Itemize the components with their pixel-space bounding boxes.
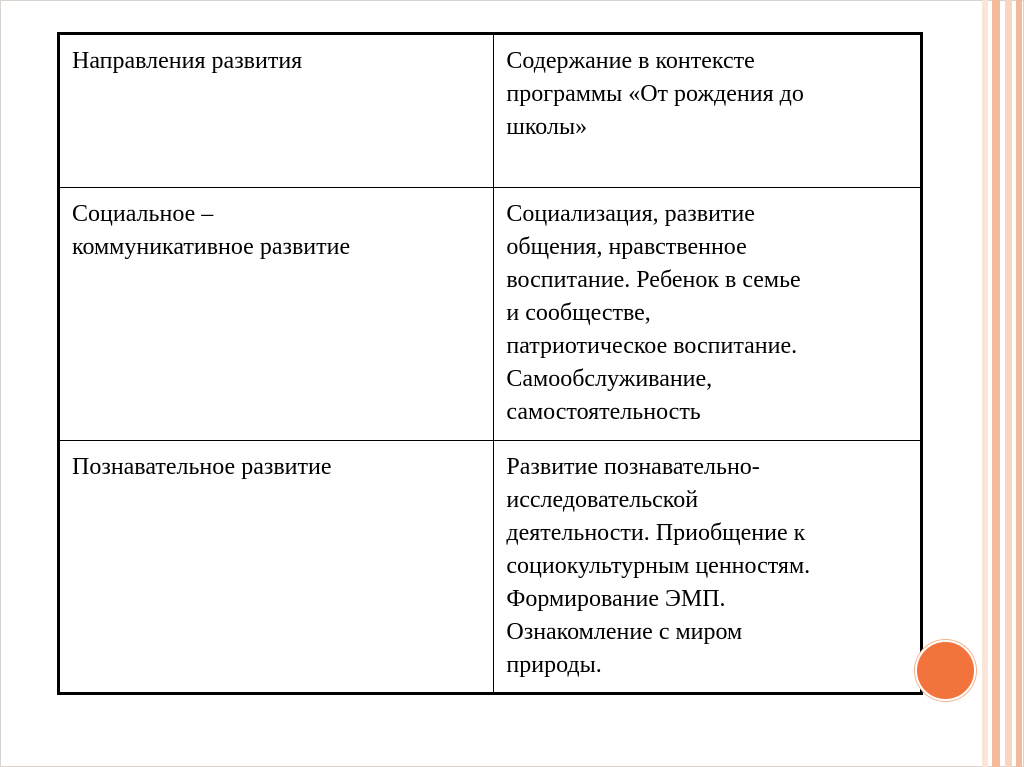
table-cell-direction	[59, 441, 494, 694]
table-cell-direction	[59, 34, 494, 188]
stripe-4	[1016, 0, 1022, 767]
table-row	[59, 441, 922, 694]
stripe-3	[1005, 0, 1012, 767]
development-table-wrapper	[57, 32, 923, 695]
orange-circle-icon	[915, 640, 976, 701]
table-cell-content	[494, 188, 922, 441]
cell-text: Развитие познавательно- исследовательской деятельности. Приобщение к социокультурным ценностям. Формирование ЭМП. Ознакомление с миром природы.	[506, 454, 811, 678]
table-row	[59, 34, 922, 188]
cell-text: Содержание в контексте программы «От рождения до школы»	[506, 48, 804, 140]
table-cell-direction	[59, 188, 494, 441]
table-row	[59, 188, 922, 441]
cell-text: Социализация, развитие общения, нравственное воспитание. Ребенок в семье и сообществе, патриотическое воспитание. Самообслуживание, самостоятельность	[506, 201, 801, 425]
table-cell-content	[494, 441, 922, 694]
development-table	[57, 32, 923, 695]
stripe-1	[982, 0, 988, 767]
stripe-2	[992, 0, 1000, 767]
cell-text: Направления развития	[72, 48, 303, 74]
decorative-stripes	[974, 0, 1024, 767]
cell-text: Познавательное развитие	[72, 454, 332, 480]
table-cell-content	[494, 34, 922, 188]
cell-text: Социальное – коммуникативное развитие	[72, 201, 351, 260]
